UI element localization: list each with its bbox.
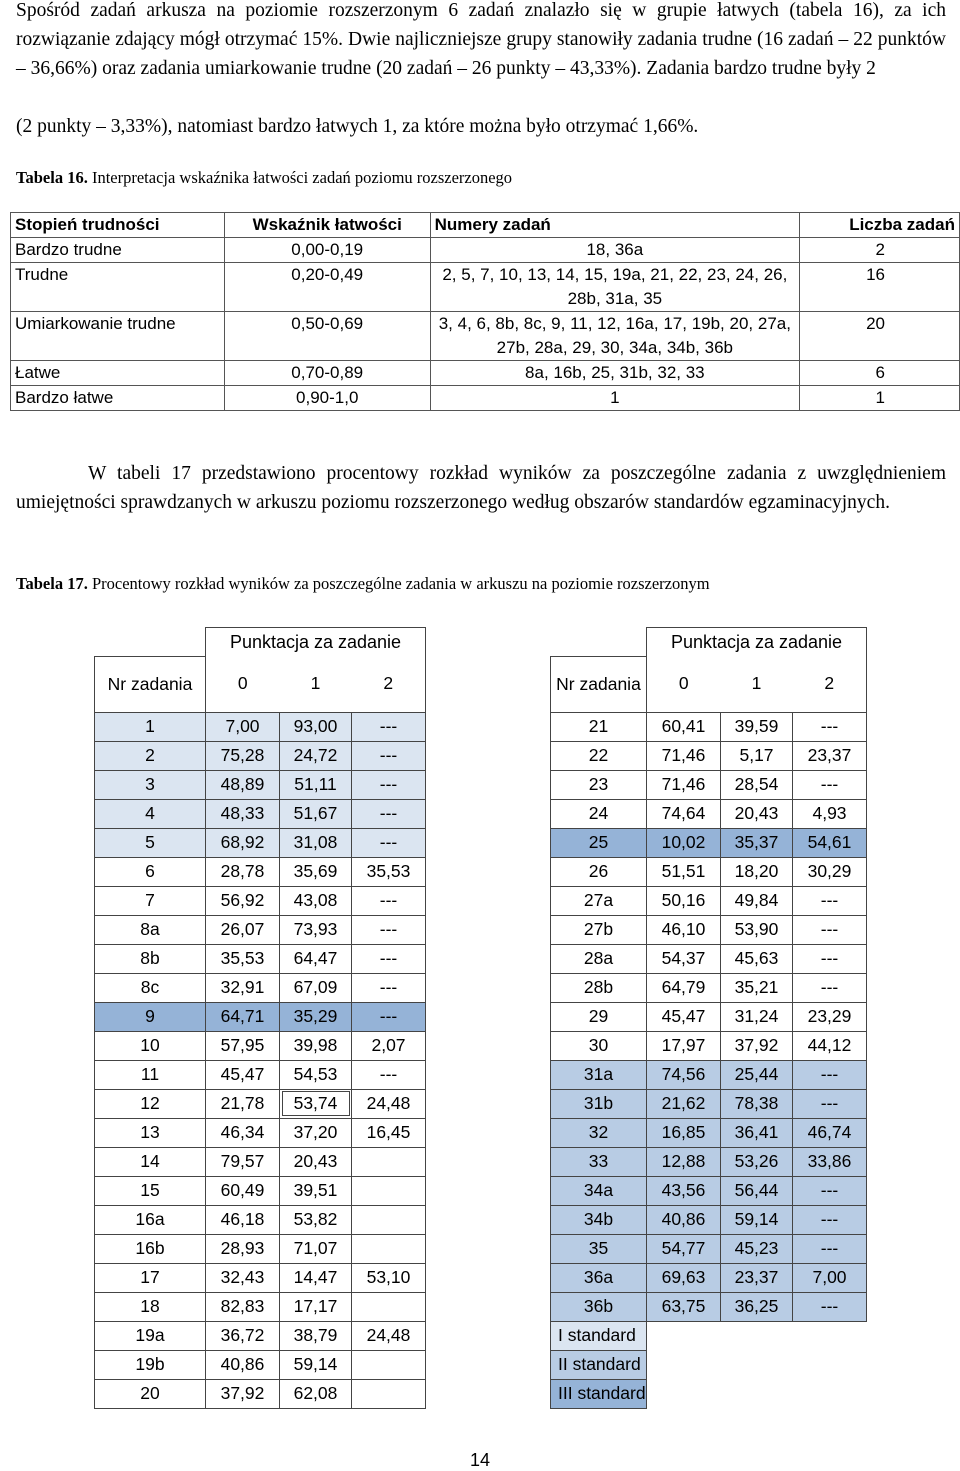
task-number: 8c <box>95 973 206 1002</box>
score-0-percent: 63,75 <box>647 1292 721 1321</box>
score-1-percent: 51,11 <box>280 770 352 799</box>
score-0-percent: 16,85 <box>647 1118 721 1147</box>
score-0-percent: 21,62 <box>647 1089 721 1118</box>
score-2-percent: --- <box>352 1060 426 1089</box>
score-0-percent: 54,37 <box>647 944 721 973</box>
score-1-percent: 67,09 <box>280 973 352 1002</box>
legend-row <box>551 1379 867 1408</box>
score-1-percent: 20,43 <box>721 799 793 828</box>
table-row <box>95 1234 426 1263</box>
table-row <box>95 799 426 828</box>
table-row <box>551 1176 867 1205</box>
task-number: 32 <box>551 1118 647 1147</box>
score-0-percent: 35,53 <box>206 944 280 973</box>
table16-label: Tabela 16. <box>16 168 88 187</box>
score-2-header: 2 <box>793 656 867 712</box>
score-group-header: Punktacja za zadanie <box>647 628 867 657</box>
task-numbers: 2, 5, 7, 10, 13, 14, 15, 19a, 21, 22, 23, 24, 26, 28b, 31a, 35 <box>430 263 799 312</box>
table-row <box>551 886 867 915</box>
table-row <box>551 712 867 741</box>
task-number: 36b <box>551 1292 647 1321</box>
score-1-percent: 17,17 <box>280 1292 352 1321</box>
score-0-percent: 37,92 <box>206 1379 280 1408</box>
score-0-percent: 40,86 <box>206 1350 280 1379</box>
difficulty-row <box>11 238 960 263</box>
table17-intro-text: W tabeli 17 przedstawiono procentowy rozkład wyników za poszczególne zadania z uwzględnieniem umiejętności sprawdzanych w arkuszu poziomu rozszerzonego według obszarów standardów egzaminacyjnych. <box>16 463 946 513</box>
task-numbers: 18, 36a <box>430 238 799 263</box>
table-row <box>95 1060 426 1089</box>
score-2-percent: --- <box>793 973 867 1002</box>
score-0-percent: 21,78 <box>206 1089 280 1118</box>
score-2-percent: --- <box>793 1060 867 1089</box>
task-number: 33 <box>551 1147 647 1176</box>
score-0-percent: 64,79 <box>647 973 721 1002</box>
task-number: 35 <box>551 1234 647 1263</box>
score-2-percent: --- <box>793 1176 867 1205</box>
intro-paragraph-end <box>16 112 946 141</box>
score-0-percent: 79,57 <box>206 1147 280 1176</box>
table-row <box>551 828 867 857</box>
score-2-percent <box>352 1379 426 1408</box>
table-row <box>95 915 426 944</box>
ease-index: 0,90-1,0 <box>224 386 430 411</box>
score-0-percent: 17,97 <box>647 1031 721 1060</box>
score-2-percent: --- <box>793 915 867 944</box>
difficulty-row <box>11 312 960 361</box>
task-number: 36a <box>551 1263 647 1292</box>
table-row <box>95 944 426 973</box>
task-number: 8a <box>95 915 206 944</box>
table-row <box>551 1147 867 1176</box>
task-number: 14 <box>95 1147 206 1176</box>
score-2-percent: --- <box>793 1292 867 1321</box>
task-number: 15 <box>95 1176 206 1205</box>
score-0-percent: 71,46 <box>647 770 721 799</box>
difficulty-level: Bardzo łatwe <box>11 386 225 411</box>
legend-label: II standard <box>551 1350 647 1379</box>
score-2-percent: --- <box>352 973 426 1002</box>
score-2-percent: 46,74 <box>793 1118 867 1147</box>
table16-caption <box>16 168 512 188</box>
score-2-percent: --- <box>352 915 426 944</box>
score-2-percent: --- <box>793 1234 867 1263</box>
table-row <box>551 1205 867 1234</box>
score-1-percent: 23,37 <box>721 1263 793 1292</box>
table-row <box>95 1263 426 1292</box>
table-row <box>551 770 867 799</box>
score-2-percent: 24,48 <box>352 1089 426 1118</box>
score-2-percent: 23,37 <box>793 741 867 770</box>
score-0-percent: 57,95 <box>206 1031 280 1060</box>
table-row <box>95 1350 426 1379</box>
score-2-percent: --- <box>352 828 426 857</box>
score-group-header: Punktacja za zadanie <box>206 628 426 657</box>
table-row <box>95 1205 426 1234</box>
table-row <box>95 1321 426 1350</box>
score-0-percent: 64,71 <box>206 1002 280 1031</box>
intro-text-end: (2 punkty – 3,33%), natomiast bardzo łatwych 1, za które można było otrzymać 1,66%. <box>16 116 699 137</box>
task-number: 10 <box>95 1031 206 1060</box>
task-number: 5 <box>95 828 206 857</box>
task-number: 12 <box>95 1089 206 1118</box>
score-1-percent: 28,54 <box>721 770 793 799</box>
score-1-percent: 35,37 <box>721 828 793 857</box>
score-1-percent: 49,84 <box>721 886 793 915</box>
score-1-percent: 31,24 <box>721 1002 793 1031</box>
table-row <box>95 973 426 1002</box>
score-0-percent: 54,77 <box>647 1234 721 1263</box>
score-1-percent: 18,20 <box>721 857 793 886</box>
task-number: 26 <box>551 857 647 886</box>
table-row <box>95 857 426 886</box>
score-1-percent: 39,59 <box>721 712 793 741</box>
score-0-percent: 60,41 <box>647 712 721 741</box>
difficulty-table <box>10 212 960 411</box>
score-1-percent: 36,25 <box>721 1292 793 1321</box>
score-2-percent: --- <box>352 944 426 973</box>
task-number: 16a <box>95 1205 206 1234</box>
score-1-percent: 37,92 <box>721 1031 793 1060</box>
task-number: 27b <box>551 915 647 944</box>
score-0-percent: 82,83 <box>206 1292 280 1321</box>
score-2-percent: 24,48 <box>352 1321 426 1350</box>
score-1-percent: 93,00 <box>280 712 352 741</box>
task-number: 34b <box>551 1205 647 1234</box>
difficulty-level: Łatwe <box>11 361 225 386</box>
score-1-percent: 25,44 <box>721 1060 793 1089</box>
task-number: 6 <box>95 857 206 886</box>
score-2-header: 2 <box>352 656 426 712</box>
task-number: 11 <box>95 1060 206 1089</box>
ease-index: 0,70-0,89 <box>224 361 430 386</box>
task-number: 7 <box>95 886 206 915</box>
difficulty-row <box>11 386 960 411</box>
table-row <box>95 828 426 857</box>
table-row <box>551 915 867 944</box>
legend-label: III standard <box>551 1379 647 1408</box>
score-2-percent: --- <box>352 1002 426 1031</box>
table17-caption-text: Procentowy rozkład wyników za poszczególne zadania w arkuszu na poziomie rozszerzonym <box>91 574 710 593</box>
nr-header: Nr zadania <box>551 656 647 712</box>
task-number: 19a <box>95 1321 206 1350</box>
score-2-percent: --- <box>793 1205 867 1234</box>
task-number: 21 <box>551 712 647 741</box>
score-2-percent <box>352 1292 426 1321</box>
score-1-percent: 59,14 <box>280 1350 352 1379</box>
score-1-percent: 43,08 <box>280 886 352 915</box>
score-0-percent: 28,93 <box>206 1234 280 1263</box>
score-2-percent: 7,00 <box>793 1263 867 1292</box>
score-2-percent: --- <box>793 770 867 799</box>
score-0-percent: 48,89 <box>206 770 280 799</box>
table-row <box>551 1118 867 1147</box>
ease-index: 0,00-0,19 <box>224 238 430 263</box>
score-2-percent: 33,86 <box>793 1147 867 1176</box>
score-1-percent: 54,53 <box>280 1060 352 1089</box>
score-0-percent: 75,28 <box>206 741 280 770</box>
score-1-header: 1 <box>280 656 352 712</box>
table-row <box>551 741 867 770</box>
score-0-percent: 26,07 <box>206 915 280 944</box>
table-row <box>551 1060 867 1089</box>
score-2-percent <box>352 1350 426 1379</box>
score-0-percent: 60,49 <box>206 1176 280 1205</box>
score-0-percent: 36,72 <box>206 1321 280 1350</box>
task-number: 25 <box>551 828 647 857</box>
score-0-header: 0 <box>206 656 280 712</box>
table-row <box>95 741 426 770</box>
task-number: 31b <box>551 1089 647 1118</box>
score-0-percent: 69,63 <box>647 1263 721 1292</box>
task-number: 8b <box>95 944 206 973</box>
task-count: 2 <box>800 238 960 263</box>
score-2-percent: 53,10 <box>352 1263 426 1292</box>
score-0-percent: 51,51 <box>647 857 721 886</box>
score-1-percent: 56,44 <box>721 1176 793 1205</box>
score-0-percent: 56,92 <box>206 886 280 915</box>
score-1-percent: 38,79 <box>280 1321 352 1350</box>
score-2-percent: 54,61 <box>793 828 867 857</box>
task-count: 16 <box>800 263 960 312</box>
table17-intro-paragraph <box>16 459 946 517</box>
score-2-percent <box>352 1234 426 1263</box>
score-1-percent: 36,41 <box>721 1118 793 1147</box>
task-numbers: 3, 4, 6, 8b, 8c, 9, 11, 12, 16a, 17, 19b, 20, 27a, 27b, 28a, 29, 30, 34a, 34b, 36b <box>430 312 799 361</box>
table-row <box>95 712 426 741</box>
task-numbers: 1 <box>430 386 799 411</box>
table-row <box>95 1089 426 1118</box>
ease-index: 0,50-0,69 <box>224 312 430 361</box>
score-0-percent: 74,64 <box>647 799 721 828</box>
score-1-percent: 53,82 <box>280 1205 352 1234</box>
score-1-percent: 45,63 <box>721 944 793 973</box>
table-row <box>95 1118 426 1147</box>
score-1-percent: 53,74 <box>280 1089 352 1118</box>
task-number: 27a <box>551 886 647 915</box>
task-number: 1 <box>95 712 206 741</box>
table-row <box>551 1263 867 1292</box>
difficulty-row <box>11 361 960 386</box>
score-1-percent: 39,98 <box>280 1031 352 1060</box>
task-number: 9 <box>95 1002 206 1031</box>
difficulty-row <box>11 263 960 312</box>
score-1-percent: 14,47 <box>280 1263 352 1292</box>
table-row <box>95 1292 426 1321</box>
task-number: 3 <box>95 770 206 799</box>
score-0-percent: 46,10 <box>647 915 721 944</box>
task-number: 20 <box>95 1379 206 1408</box>
score-0-percent: 74,56 <box>647 1060 721 1089</box>
legend-row <box>551 1321 867 1350</box>
table-row <box>551 1002 867 1031</box>
score-1-header: 1 <box>721 656 793 712</box>
score-0-percent: 10,02 <box>647 828 721 857</box>
score-0-header: 0 <box>647 656 721 712</box>
table-row <box>551 1234 867 1263</box>
task-number: 34a <box>551 1176 647 1205</box>
score-1-percent: 53,90 <box>721 915 793 944</box>
score-2-percent: 4,93 <box>793 799 867 828</box>
task-count: 6 <box>800 361 960 386</box>
score-0-percent: 46,34 <box>206 1118 280 1147</box>
table-row <box>95 1002 426 1031</box>
table-row <box>95 1147 426 1176</box>
score-0-percent: 32,43 <box>206 1263 280 1292</box>
score-1-percent: 20,43 <box>280 1147 352 1176</box>
task-number: 28b <box>551 973 647 1002</box>
score-1-percent: 78,38 <box>721 1089 793 1118</box>
score-2-percent: 2,07 <box>352 1031 426 1060</box>
table-row <box>95 1379 426 1408</box>
task-number: 18 <box>95 1292 206 1321</box>
table17-caption <box>16 574 710 594</box>
score-1-percent: 5,17 <box>721 741 793 770</box>
task-number: 28a <box>551 944 647 973</box>
task-number: 23 <box>551 770 647 799</box>
score-1-percent: 31,08 <box>280 828 352 857</box>
table-row <box>551 857 867 886</box>
header-index: Wskaźnik łatwości <box>224 213 430 238</box>
difficulty-level: Bardzo trudne <box>11 238 225 263</box>
task-number: 31a <box>551 1060 647 1089</box>
nr-header: Nr zadania <box>95 656 206 712</box>
difficulty-level: Trudne <box>11 263 225 312</box>
results-table-left <box>94 627 426 1409</box>
table17-label: Tabela 17. <box>16 574 88 593</box>
task-count: 1 <box>800 386 960 411</box>
score-2-percent <box>352 1176 426 1205</box>
score-0-percent: 68,92 <box>206 828 280 857</box>
score-2-percent: --- <box>793 944 867 973</box>
score-2-percent <box>352 1147 426 1176</box>
header-tasks: Numery zadań <box>430 213 799 238</box>
task-count: 20 <box>800 312 960 361</box>
score-2-percent: --- <box>352 712 426 741</box>
score-2-percent: --- <box>352 799 426 828</box>
table-row <box>95 886 426 915</box>
legend-label: I standard <box>551 1321 647 1350</box>
score-2-percent <box>352 1205 426 1234</box>
score-0-percent: 12,88 <box>647 1147 721 1176</box>
table-row <box>551 944 867 973</box>
score-0-percent: 50,16 <box>647 886 721 915</box>
table-row <box>551 1031 867 1060</box>
score-2-percent: 35,53 <box>352 857 426 886</box>
score-2-percent: 30,29 <box>793 857 867 886</box>
task-number: 17 <box>95 1263 206 1292</box>
page-number: 14 <box>469 1450 491 1470</box>
table-row <box>95 1031 426 1060</box>
score-0-percent: 71,46 <box>647 741 721 770</box>
score-1-percent: 51,67 <box>280 799 352 828</box>
task-number: 22 <box>551 741 647 770</box>
score-2-percent: --- <box>793 712 867 741</box>
table-row <box>551 973 867 1002</box>
table-row <box>551 799 867 828</box>
score-0-percent: 45,47 <box>206 1060 280 1089</box>
score-1-percent: 53,26 <box>721 1147 793 1176</box>
task-numbers: 8a, 16b, 25, 31b, 32, 33 <box>430 361 799 386</box>
score-1-percent: 73,93 <box>280 915 352 944</box>
task-number: 16b <box>95 1234 206 1263</box>
score-1-percent: 45,23 <box>721 1234 793 1263</box>
table-row <box>95 1176 426 1205</box>
score-2-percent: 16,45 <box>352 1118 426 1147</box>
score-2-percent: --- <box>352 886 426 915</box>
intro-text: Spośród zadań arkusza na poziomie rozszerzonym 6 zadań znalazło się w grupie łatwych (tabela 16), za ich rozwiązanie zdający mógł otrzymać 15%. Dwie najliczniejsze grupy stanowiły zadania trudne (16 zadań – 22 punktów – 36,66%) oraz zadania umiarkowanie trudne (20 zadań – 26 punkty – 43,33%). Zadania bardzo trudne były 2 <box>16 0 946 79</box>
score-1-percent: 59,14 <box>721 1205 793 1234</box>
score-0-percent: 28,78 <box>206 857 280 886</box>
score-0-percent: 32,91 <box>206 973 280 1002</box>
score-1-percent: 39,51 <box>280 1176 352 1205</box>
legend-row <box>551 1350 867 1379</box>
score-2-percent: --- <box>352 741 426 770</box>
task-number: 29 <box>551 1002 647 1031</box>
score-0-percent: 7,00 <box>206 712 280 741</box>
header-count: Liczba zadań <box>800 213 960 238</box>
score-0-percent: 43,56 <box>647 1176 721 1205</box>
score-2-percent: --- <box>793 1089 867 1118</box>
task-number: 13 <box>95 1118 206 1147</box>
score-2-percent: 44,12 <box>793 1031 867 1060</box>
score-0-percent: 46,18 <box>206 1205 280 1234</box>
score-2-percent: --- <box>352 770 426 799</box>
header-difficulty: Stopień trudności <box>11 213 225 238</box>
score-1-percent: 35,29 <box>280 1002 352 1031</box>
score-1-percent: 35,69 <box>280 857 352 886</box>
task-number: 19b <box>95 1350 206 1379</box>
score-1-percent: 37,20 <box>280 1118 352 1147</box>
score-1-percent: 71,07 <box>280 1234 352 1263</box>
score-1-percent: 62,08 <box>280 1379 352 1408</box>
score-2-percent: 23,29 <box>793 1002 867 1031</box>
score-0-percent: 45,47 <box>647 1002 721 1031</box>
task-number: 2 <box>95 741 206 770</box>
results-table-right <box>550 627 867 1409</box>
task-number: 4 <box>95 799 206 828</box>
score-1-percent: 24,72 <box>280 741 352 770</box>
table16-caption-text: Interpretacja wskaźnika łatwości zadań poziomu rozszerzonego <box>91 168 513 187</box>
table-row <box>551 1292 867 1321</box>
ease-index: 0,20-0,49 <box>224 263 430 312</box>
difficulty-level: Umiarkowanie trudne <box>11 312 225 361</box>
task-number: 30 <box>551 1031 647 1060</box>
score-1-percent: 64,47 <box>280 944 352 973</box>
table-row <box>551 1089 867 1118</box>
score-0-percent: 48,33 <box>206 799 280 828</box>
score-2-percent: --- <box>793 886 867 915</box>
table-row <box>95 770 426 799</box>
task-number: 24 <box>551 799 647 828</box>
intro-paragraph <box>16 0 946 83</box>
score-1-percent: 35,21 <box>721 973 793 1002</box>
score-0-percent: 40,86 <box>647 1205 721 1234</box>
